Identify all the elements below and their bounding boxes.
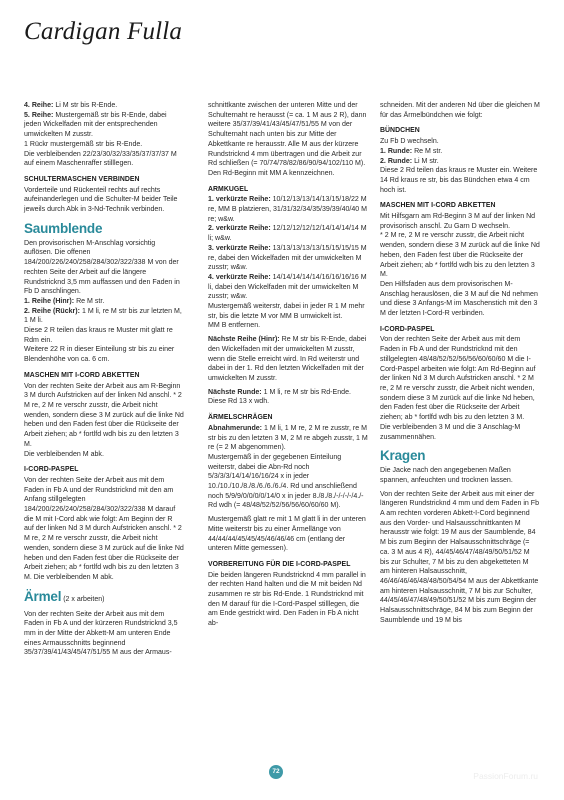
text: Die verbleibenden M abk. — [24, 450, 104, 458]
row-text: 1 M li, re M str bis Rd-Ende. — [261, 388, 351, 396]
text: Diese Rd 13 x wdh. — [208, 398, 270, 406]
text: Zu Fb D wechseln. — [380, 138, 439, 146]
page-number-badge: 72 — [269, 765, 283, 779]
section-heading: ÄRMELSCHRÄGEN — [208, 414, 273, 422]
paragraph — [24, 239, 184, 365]
text-column-1 — [24, 101, 184, 662]
row-label: Nächste Reihe (Hinr): — [208, 336, 280, 344]
paragraph: Von der rechten Seite der Arbeit aus mit dem Faden in Fb A und der Rundstricknd mit den am Anfang stillgelegten 184/200/226/240/258/284/302/322/338 M darauf die M mit I-Cord abk wie folgt: Am Beginn der R auf der linken Nd 3 M durch Aufstricken anschl. * 2 M re, 2 M re verschr zusstr, die Arbeit nicht wenden, sondern diese 3 M zurück auf die linke Nd heben und den Faden fest über die Rückseite der Arbeit ziehen; ab * fortlfd wdh bis zu den letzten 3 M. Die verbleibenden M abk. — [24, 476, 184, 581]
text: Den Hilfsfaden aus dem provisorischen M-Anschlag herauslösen, die 3 M auf die Nd nehmen und diese 3 Anfangs-M im Maschenstich mit den 3 M der letzten I-Cord-R verbinden. — [380, 280, 538, 318]
text: MM B entfernen. — [208, 322, 261, 330]
section-heading: VORBEREITUNG FÜR DIE I-CORD-PASPEL — [208, 560, 351, 568]
paragraph — [208, 335, 368, 384]
paragraph: Die Jacke nach den angegebenen Maßen spannen, anfeuchten und trocknen lassen. — [380, 467, 513, 484]
paragraph: schneiden. Mit der anderen Nd über die gleichen M für das Ärmelbündchen wie folgt: — [380, 102, 540, 119]
paragraph — [24, 101, 184, 169]
paragraph: Mustergemäß glatt re mit 1 M glatt li in der unteren Mitte weiterstr bis zu einer Ärmellänge von 44/44/44/45/45/45/46/46/46 cm (entlang der unteren Mitte gemessen). — [208, 516, 366, 553]
paragraph — [380, 212, 540, 319]
section-heading: SCHULTERMASCHEN VERBINDEN — [24, 175, 140, 183]
paragraph: Von der rechten Seite der Arbeit aus mit einer der längeren Rundstricknd 4 mm und dem Faden in Fb A am rechten vorderen Abkett-I-Cord beginnend aus den Vorder- und Halsausschnittkanten M herausstr wie folgt: 19 M aus der Saumblende, 84 M bis zum Beginn der Halsausschnittschräge (= ca. 3 M aus 4 R), 44/45/46/47/48/49/50/51/52 M bis zur Schulter, 7 M bis zu den abgeketteten M am hinteren Halsausschnitt, 46/46/46/46/48/48/50/54/54 M aus der Abkettkante am hinteren Halsausschnitt, 7 M bis zur Schulter, 44/45/46/47/48/49/50/51/52 M bis zum Beginn der Halsausschnittschräge, 84 M bis zum Beginn der Saumblende und 19 M bis — [380, 490, 540, 624]
text: * 2 M re, 2 M re verschr zusstr, die Arbeit nicht wenden, sondern diese 3 M zurück auf die linke Nd heben, den Faden fest über die Rückseite der Arbeit ziehen; ab * fortlfd wdh bis zu den letzten 3 M. — [380, 232, 540, 279]
text: Die verbleibenden 3 M und die 3 Anschlag-M zusammennähen. — [380, 423, 521, 441]
row-label: Abnahmerunde: — [208, 424, 263, 432]
heading-note: (2 x arbeiten) — [61, 595, 105, 603]
paragraph: Von der rechten Seite der Arbeit aus mit dem Faden in Fb A und der kürzeren Rundstricknd 3,5 mm in der Mitte der Abkett-M am unteren Ende eines Armausschnitts beginnend 35/37/39/41/43/45/47/51/55 M aus der Armaus- — [24, 610, 178, 657]
row-text: 13/13/13/13/13/15/15/15/15 M re, dabei den Wickelfaden mit der umwickelten M zusstr; w&w. — [208, 244, 367, 272]
text: Von der rechten Seite der Arbeit aus mit dem Faden in Fb A und der Rundstricknd mit den stillgelegten 48/48/52/52/56/56/60/60/60 M die I-Cord-Paspel arbeiten wie folgt: Am Rd-Beginn auf der linken Nd 3 M durch Aufstricken anschl. * 2 M re, 2 M re verschr zusstr, die Arbeit nicht wenden, sondern diese 3 M zurück auf die linke Nd heben, den Faden fest über die Rückseite der Arbeit ziehen; ab * fortlfd wdh bis zu den letzten 3 M. — [380, 336, 536, 422]
paragraph: schnittkante zwischen der unteren Mitte und der Schulternaht re herausst (= ca. 1 M aus 2 R), dann weitere 35/37/39/41/43/45/47/51/55 M von der Schulternaht nach unten bis zur Mitte der Abkettkante re herausstr. Alle M aus der kürzere Rundstricknd 4 mm übertragen und die Arbeit zur Rd schließen (= 70/74/78/82/86/90/94/102/110 M). Den Rd-Beginn mit MM A kennzeichnen. — [208, 102, 367, 177]
paragraph — [24, 382, 184, 460]
row-label: 2. Reihe (Rückr): — [24, 307, 80, 315]
watermark: PassionForum.ru — [473, 771, 538, 781]
row-label: 4. Reihe: — [24, 102, 54, 109]
text-column-3 — [380, 101, 540, 629]
paragraph — [208, 424, 368, 511]
text: Diese 2 R teilen das kraus re Muster mit glatt re Rdm ein. — [24, 327, 173, 344]
section-heading: BÜNDCHEN — [380, 127, 420, 135]
row-text: Re M str. — [74, 297, 105, 305]
text: Mit Hilfsgarn am Rd-Beginn 3 M auf der linken Nd provisorisch anschl. Zu Garn D wechseln. — [380, 213, 536, 230]
paragraph: Vorderteile und Rückenteil rechts auf rechts aufeinanderlegen und die Schulter-M beider Teile jeweils durch Abk in 3-Nd-Technik verbinden. — [24, 186, 178, 214]
row-text: 10/12/13/13/14/13/15/18/22 M re, MM B platzieren, 31/31/32/34/35/39/39/40/40 M re; w&w. — [208, 196, 368, 223]
paragraph: Die beiden längeren Rundstricknd 4 mm parallel in der rechten Hand halten und die M mit beiden Nd zusammen re str bis Rd-Ende. 1 Rundstricknd mit den M darauf für die I-Cord-Paspel stilllegen, die am Ende gestrickt wird. Den Faden in Fb A nicht ab- — [208, 571, 366, 628]
row-label: 1. verkürzte Reihe: — [208, 196, 271, 204]
text: Die verbleibenden 22/23/30/32/33/35/37/37/37 M auf einem Maschenraffer stilllegen. — [24, 150, 177, 168]
section-heading: I-CORD-PASPEL — [24, 466, 79, 474]
row-label: 1. Reihe (Hinr): — [24, 297, 75, 305]
text: Diese 2 Rd teilen das kraus re Muster ein. Weitere 14 Rd kraus re str, bis das Bündchen etwa 4 cm hoch ist. — [380, 167, 538, 194]
row-label: Nächste Runde: — [208, 388, 262, 396]
text-column-2 — [208, 101, 368, 633]
row-label: 4. verkürzte Reihe: — [208, 273, 271, 281]
section-heading: Saumblende — [24, 220, 103, 236]
text: Mustergemäß weiterstr, dabei in jeder R 1 M mehr str, bis die letzte M vor MM B umwickelt ist. — [208, 303, 365, 320]
row-label: 5. Reihe: — [24, 111, 54, 119]
row-label: 2. verkürzte Reihe: — [208, 225, 271, 233]
row-label: 2. Runde: — [380, 157, 413, 165]
row-text: 1 M li, re M str bis zur letzten M, 1 M li. — [24, 307, 182, 325]
row-text: Re M str bis R-Ende, dabei den Wickelfaden mit der umwickelten M zusstr, wenn die Stelle erreicht wird. In Rd weiterstr und dabei in der 1. Rd den letzten Wickelfaden mit der umwickelten M zusstr. — [208, 336, 367, 382]
row-text: Li M str bis R-Ende. — [53, 102, 118, 109]
section-heading: I-CORD-PASPEL — [380, 325, 435, 333]
row-text: 14/14/14/14/14/16/16/16/16 M li, dabei den Wickelfaden mit der umwickelten M zusstr; w&w. — [208, 273, 367, 301]
row-label: 1. Runde: — [380, 147, 413, 155]
text: Mustergemäß in der gegebenen Einteilung weiterstr, dabei die Abn-Rd noch 5/3/3/3/14/14/16/16/24 x in jeder 10./10./10./8./8./6./6./6./4. Rd und anschließend noch 5/9/9/0/0/0/0/14/0 x in jeder 8./8./8./-/-/-/-/4./-Rd wdh (= 48/48/52/52/56/56/60/60/60 M). — [208, 453, 364, 510]
row-text: Re M str. — [412, 147, 443, 155]
text: 1 Rückr mustergemäß str bis R-Ende. — [24, 140, 143, 148]
paragraph — [208, 195, 368, 331]
section-heading: Kragen — [380, 448, 426, 464]
page-title: Cardigan Fulla — [24, 18, 183, 45]
section-heading: MASCHEN MIT I-CORD ABKETTEN — [380, 202, 496, 210]
row-text: 1 M li, 1 M re, 2 M re zusstr, re M str bis zu den letzten 3 M, 2 M re abgeh zusstr, 1 M re (= 2 M abgenommen). — [208, 424, 368, 452]
row-label: 3. verkürzte Reihe: — [208, 244, 271, 252]
section-heading: MASCHEN MIT I-CORD ABKETTEN — [24, 371, 140, 379]
row-text: Mustergemäß str bis R-Ende, dabei jeden Wickelfaden mit der entsprechenden umwickelten M zusstr. — [24, 111, 167, 139]
heading-text: Ärmel — [24, 588, 62, 604]
section-heading — [24, 589, 184, 607]
paragraph — [380, 137, 540, 195]
row-text: Li M str. — [412, 157, 439, 165]
paragraph — [380, 335, 540, 442]
paragraph — [208, 388, 368, 407]
text: Von der rechten Seite der Arbeit aus am R-Beginn 3 M durch Aufstricken auf der linken Nd anschl. * 2 M re, 2 M re verschr zusstr, die Arbeit nicht wenden, sondern diese 3 M zurück auf die linke Nd heben und den Faden fest über die Rückseite der Arbeit ziehen; ab * fortlfd wdh bis zu den letzten 3 M. — [24, 382, 184, 448]
section-heading: ARMKUGEL — [208, 185, 249, 193]
text: Weitere 22 R in dieser Einteilung str bis zu einer Blendenhöhe von ca. 6 cm. — [24, 346, 175, 364]
row-text: 12/12/12/12/12/14/14/14/14 M li; w&w. — [208, 225, 367, 243]
text: Den provisorischen M-Anschlag vorsichtig auflösen. Die offenen 184/200/226/240/258/284/302/322/338 M von der rechten Seite der Arbeit auf die längere Rundstricknd 3,5 mm auffassen und den Faden in Fb D anschlingen. — [24, 239, 180, 296]
